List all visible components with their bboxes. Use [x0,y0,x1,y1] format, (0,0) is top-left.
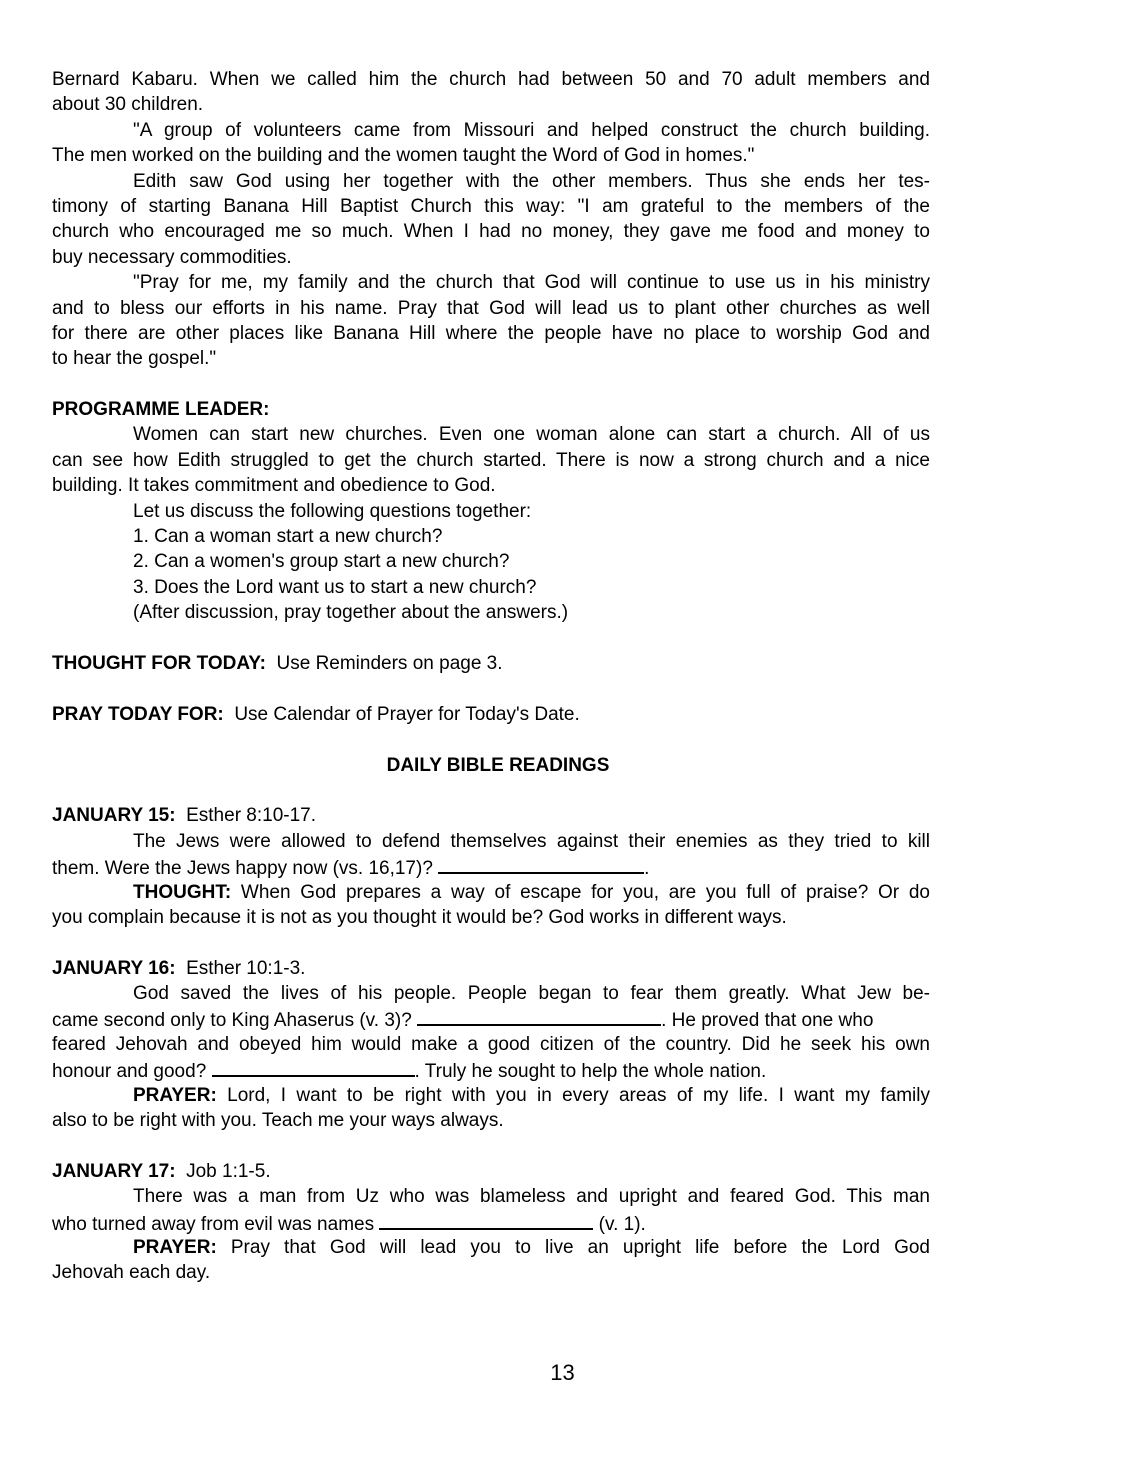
label: THOUGHT FOR TODAY: [52,652,266,674]
text-line: "A group of volunteers came from Missouri and helped construct the church building. [133,119,930,141]
answer-blank[interactable] [417,1006,661,1026]
question-item: 1. Can a woman start a new church? [133,526,443,548]
scripture-ref: Job 1:1-5. [186,1160,271,1182]
text-line: them. Were the Jews happy now (vs. 16,17)? . [52,854,930,879]
text-line: Let us discuss the following questions together: [133,500,532,522]
text-line: PRAYER: Lord, I want to be right with you in every areas of my life. I want my family [133,1084,930,1106]
text-line: came second only to King Ahaserus (v. 3)? . He proved that one who [52,1006,930,1031]
answer-blank[interactable] [212,1057,415,1077]
text-line: THOUGHT: When God prepares a way of escape for you, are you full of praise? Or do [133,881,930,903]
answer-blank[interactable] [379,1210,593,1230]
text-line: timony of starting Banana Hill Baptist Church this way: "I am grateful to the members of the [52,195,930,217]
text-line: also to be right with you. Teach me your ways always. [52,1110,504,1132]
label: PRAY TODAY FOR: [52,703,224,725]
text-line: The Jews were allowed to defend themselves against their enemies as they tried to kill [133,830,930,852]
date-label: JANUARY 17: [52,1160,176,1182]
text: Use Calendar of Prayer for Today's Date. [234,703,580,725]
text-line: to hear the gospel." [52,348,217,370]
text-line: who turned away from evil was names (v. 1). [52,1210,930,1235]
text-line: can see how Edith struggled to get the church started. There is now a strong church and a nice [52,449,930,471]
text-line: Jehovah each day. [52,1262,211,1284]
text-line: Women can start new churches. Even one woman alone can start a church. All of us [133,424,930,446]
date-label: JANUARY 16: [52,957,176,979]
text: Use Reminders on page 3. [276,652,503,674]
text-line: PRAYER: Pray that God will lead you to live an upright life before the Lord God [133,1236,930,1258]
scripture-ref: Esther 8:10-17. [186,805,317,827]
text-line: and to bless our efforts in his name. Pray that God will lead us to plant other churches as well [52,297,930,319]
question-item: 2. Can a women's group start a new church? [133,551,510,573]
text-line: "Pray for me, my family and the church that God will continue to use us in his ministry [133,272,930,294]
text-line: for there are other places like Banana Hill where the people have no place to worship God and [52,322,930,344]
date-label: JANUARY 15: [52,805,176,827]
daily-bible-readings-title: DAILY BIBLE READINGS [386,754,610,776]
text-line: honour and good? . Truly he sought to help the whole nation. [52,1057,930,1082]
reading-january-17 [52,1159,930,1286]
scripture-ref: Esther 10:1-3. [186,957,306,979]
programme-leader-section [52,397,930,626]
reading-january-16 [52,956,930,1134]
text-line: church who encouraged me so much. When I had no money, they gave me food and money to [52,221,930,243]
section-heading: PROGRAMME LEADER: [52,399,270,421]
text-line: Edith saw God using her together with the other members. Thus she ends her tes- [133,170,930,192]
thought-for-today [52,651,930,676]
text-line: you complain because it is not as you thought it would be? God works in different ways. [52,906,787,928]
text-line: buy necessary commodities. [52,246,292,268]
text-line: (After discussion, pray together about the answers.) [133,602,569,624]
question-item: 3. Does the Lord want us to start a new church? [133,576,537,598]
text-line: There was a man from Uz who was blameless and upright and feared God. This man [133,1186,930,1208]
text-line: The men worked on the building and the women taught the Word of God in homes." [52,145,755,167]
answer-blank[interactable] [438,854,644,874]
pray-today-for [52,702,930,727]
text-line: feared Jehovah and obeyed him would make a good citizen of the country. Did he seek his own [52,1033,930,1055]
page-number: 13 [550,1360,575,1385]
intro-section [52,67,930,372]
text-line: Bernard Kabaru. When we called him the church had between 50 and 70 adult members and [52,69,930,90]
document-page [52,67,930,1286]
text-line: about 30 children. [52,94,204,116]
text-line: God saved the lives of his people. People began to fear them greatly. What Jew be- [133,983,930,1005]
text-line: building. It takes commitment and obedience to God. [52,475,496,497]
reading-january-15 [52,803,930,930]
